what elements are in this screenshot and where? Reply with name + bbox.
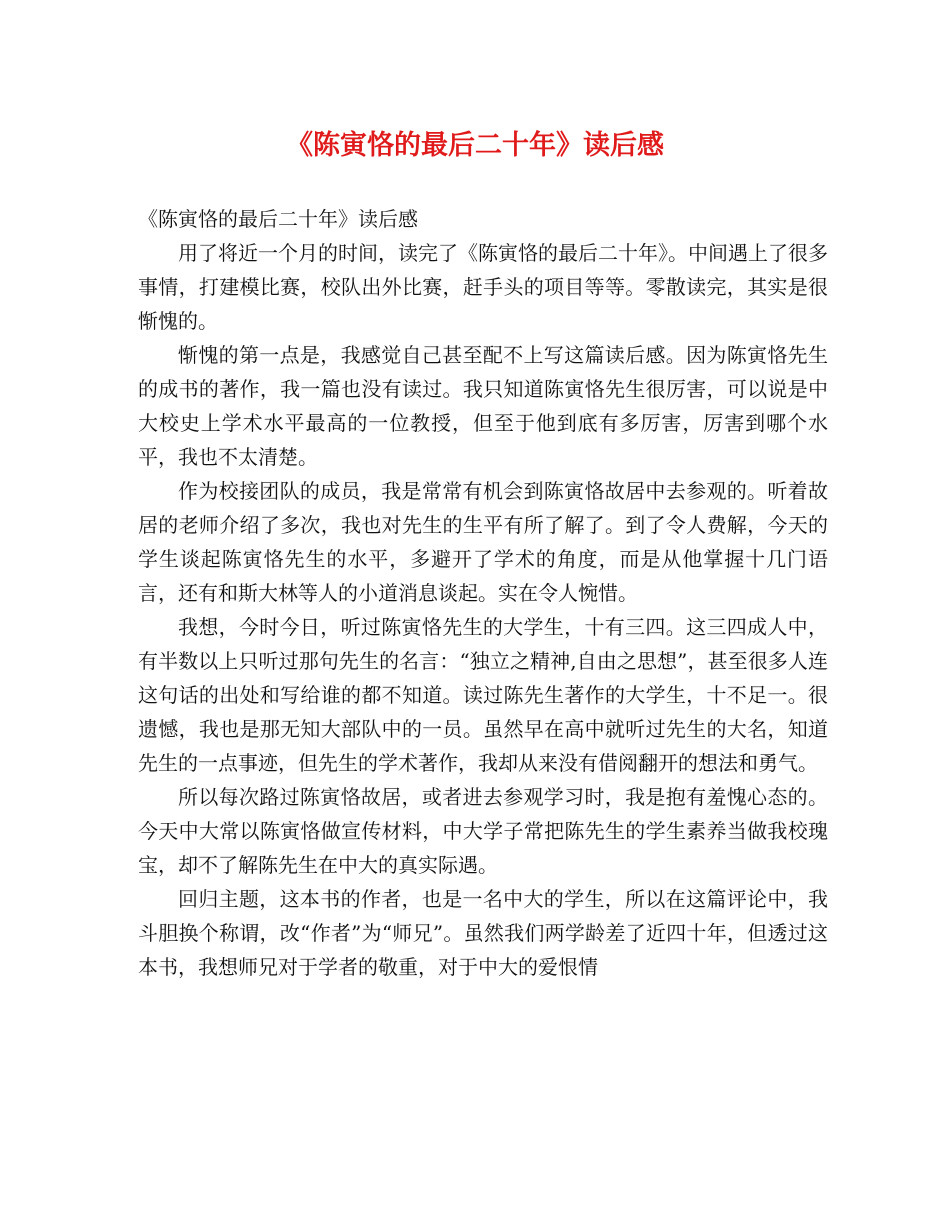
document-title: 《陈寅恪的最后二十年》读后感 [286, 130, 664, 161]
paragraph: 所以每次路过陈寅恪故居，或者进去参观学习时，我是抱有羞愧心态的。今天中大常以陈寅恪做宣传材料，中大学子常把陈先生的学生素养当做我校瑰宝，却不了解陈先生在中大的真实际遇。 [138, 785, 828, 877]
paragraph: 我想，今时今日，听过陈寅恪先生的大学生，十有三四。这三四成人中，有半数以上只听过那句先生的名言：“独立之精神,自由之思想”，甚至很多人连这句话的出处和写给谁的都不知道。读过陈先生著作的大学生，十不足一。很遗憾，我也是那无知大部队中的一员。虽然早在高中就听过先生的大名，知道先生的一点事迹，但先生的学术著作，我却从来没有借阅翻开的想法和勇气。 [138, 615, 828, 775]
document-body [138, 202, 828, 984]
document-subtitle: 《陈寅恪的最后二十年》读后感 [138, 207, 418, 231]
paragraph: 回归主题，这本书的作者，也是一名中大的学生，所以在这篇评论中，我斗胆换个称谓，改“作者”为“师兄”。虽然我们两学龄差了近四十年，但透过这本书，我想师兄对于学者的敬重，对于中大的爱恨情 [138, 887, 828, 979]
paragraph: 作为校接团队的成员，我是常常有机会到陈寅恪故居中去参观的。听着故居的老师介绍了多次，我也对先生的生平有所了解了。到了令人费解，今天的学生谈起陈寅恪先生的水平，多避开了学术的角度，而是从他掌握十几门语言，还有和斯大林等人的小道消息谈起。实在令人惋惜。 [138, 479, 828, 605]
paragraph: 惭愧的第一点是，我感觉自己甚至配不上写这篇读后感。因为陈寅恪先生的成书的著作，我一篇也没有读过。我只知道陈寅恪先生很厉害，可以说是中大校史上学术水平最高的一位教授，但至于他到底有多厉害，厉害到哪个水平，我也不太清楚。 [138, 343, 828, 469]
paragraph: 用了将近一个月的时间，读完了《陈寅恪的最后二十年》。中间遇上了很多事情，打建模比赛，校队出外比赛，赶手头的项目等等。零散读完，其实是很惭愧的。 [138, 241, 828, 333]
